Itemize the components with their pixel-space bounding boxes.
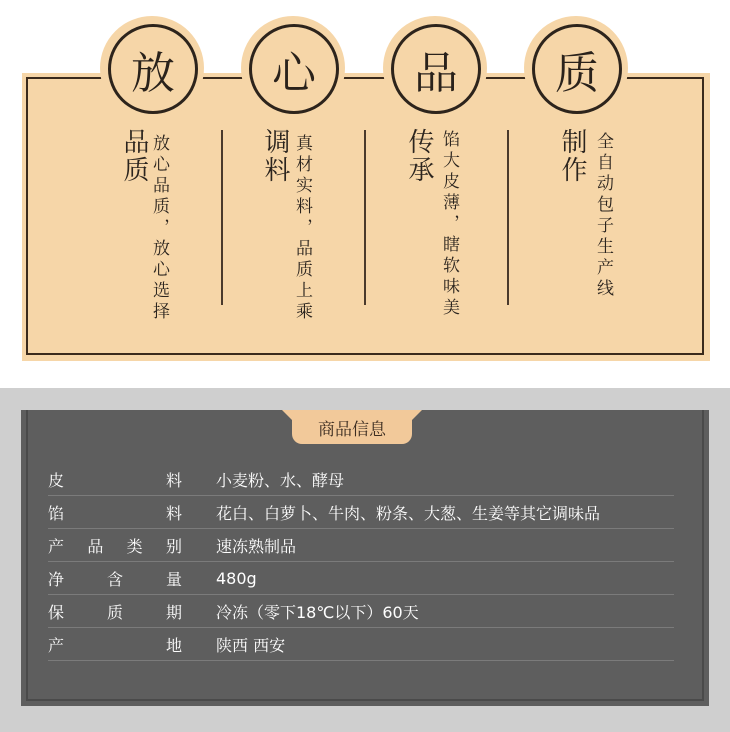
info-row-label-char: 含 [106, 570, 123, 589]
circle-badge-3 [387, 20, 483, 116]
info-row-label-char: 产 [48, 537, 65, 556]
circle-badge-char: 心 [249, 24, 339, 114]
feature-title-2: 调料 [260, 128, 290, 184]
feature-title-3: 传承 [404, 128, 434, 184]
info-row-label-char: 期 [165, 603, 182, 622]
info-row [48, 563, 674, 595]
info-row-label [48, 468, 212, 491]
circle-badge-char: 品 [391, 24, 481, 114]
info-row-value: 小麦粉、水、酵母 [216, 471, 345, 490]
divider [364, 130, 366, 305]
info-row-label-char: 保 [48, 603, 65, 622]
info-row-label-char: 料 [165, 471, 182, 490]
info-row-label-char: 量 [165, 570, 182, 589]
product-info-header: 商品信息 [292, 410, 412, 444]
divider [221, 130, 223, 305]
info-row-label [48, 501, 212, 524]
feature-desc-3: 馅大皮薄，瞎软味美 [439, 130, 459, 319]
info-row-label-char: 料 [165, 504, 182, 523]
info-row-label [48, 633, 212, 656]
circle-badge-1 [104, 20, 200, 116]
circle-badge-char: 质 [532, 24, 622, 114]
info-row-label-char: 馅 [48, 504, 65, 523]
feature-desc-1: 放心品质，放心选择 [149, 134, 169, 323]
info-row [48, 596, 674, 628]
info-row [48, 497, 674, 529]
info-row [48, 464, 674, 496]
info-row-label [48, 534, 212, 557]
info-row-value: 480g [216, 569, 257, 588]
info-row-label-char: 产 [48, 636, 65, 655]
circle-badge-4 [528, 20, 624, 116]
info-row-label-char: 地 [165, 636, 182, 655]
info-row-label-char: 别 [165, 537, 182, 556]
info-row-label-char: 类 [126, 537, 143, 556]
feature-desc-2: 真材实料，品质上乘 [292, 134, 312, 323]
info-row-label-char: 皮 [48, 471, 65, 490]
info-row-label-char: 质 [106, 603, 123, 622]
circle-badge-2 [245, 20, 341, 116]
info-row-label-char: 净 [48, 570, 65, 589]
circle-badge-char: 放 [108, 24, 198, 114]
divider [507, 130, 509, 305]
feature-desc-4: 全自动包子生产线 [593, 132, 613, 300]
info-row-label [48, 600, 212, 623]
feature-title-1: 品质 [119, 128, 149, 184]
info-row [48, 530, 674, 562]
info-row-value: 陕西 西安 [216, 636, 286, 655]
info-row [48, 629, 674, 661]
info-row-label [48, 567, 212, 590]
info-row-value: 冷冻（零下18℃以下）60天 [216, 603, 419, 622]
info-row-value: 速冻熟制品 [216, 537, 297, 556]
info-row-value: 花白、白萝卜、牛肉、粉条、大葱、生姜等其它调味品 [216, 504, 601, 523]
feature-title-4: 制作 [557, 128, 587, 184]
info-row-label-char: 品 [87, 537, 104, 556]
